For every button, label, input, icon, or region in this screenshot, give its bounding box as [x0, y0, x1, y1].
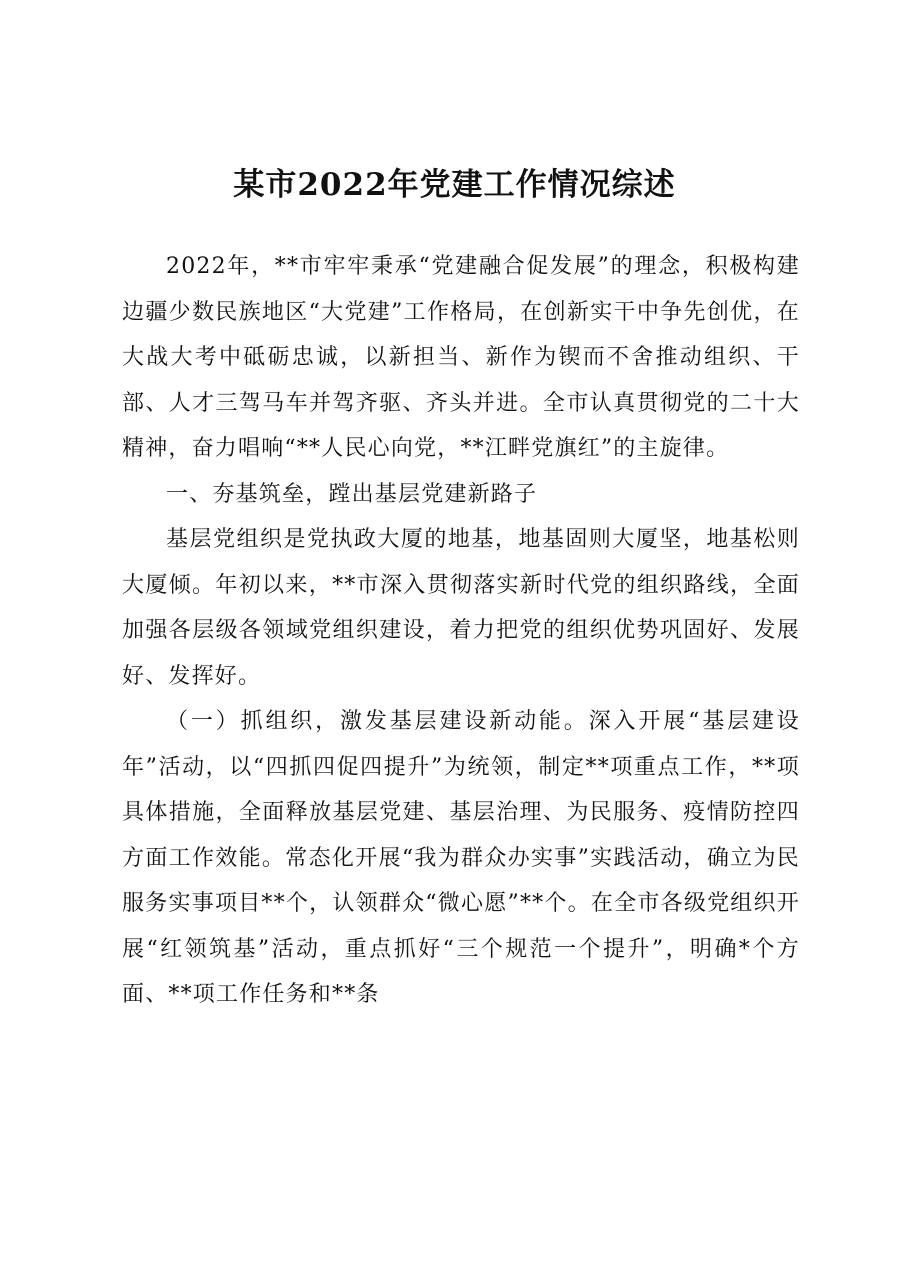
document-title: 某市2022年党建工作情况综述: [233, 167, 676, 203]
paragraph-subsection-1: （一）抓组织，激发基层建设新动能。深入开展“基层建设年”活动，以“四抓四促四提升”为统领，制定**项重点工作，**项具体措施，全面释放基层党建、基层治理、为民服务、疫情防控四方面工作效能。常态化开展“我为群众办实事”实践活动，确立为民服务实事项目**个，认领群众“微心愿”**个。在全市各级党组织开展“红领筑基”活动，重点抓好“三个规范一个提升”，明确*个方面、**项工作任务和**条: [122, 709, 800, 1007]
paragraph-section-1: 基层党组织是党执政大厦的地基，地基固则大厦坚，地基松则大厦倾。年初以来，**市深入贯彻落实新时代党的组织路线，全面加强各层级各领域党组织建设，着力把党的组织优势巩固好、发展好、发挥好。: [122, 527, 800, 689]
document-body: [122, 244, 800, 1018]
paragraph-intro: 2022年，**市牢牢秉承“党建融合促发展”的理念，积极构建边疆少数民族地区“大党建”工作格局，在创新实干中争先创优，在大战大考中砥砺忠诚，以新担当、新作为锲而不舍推动组织、干部、人才三驾马车并驾齐驱、齐头并进。全市认真贯彻党的二十大精神，奋力唱响“**人民心向党，**江畔党旗红”的主旋律。: [122, 254, 800, 461]
section-heading-1: 一、夯基筑垒，蹚出基层党建新路子: [166, 481, 538, 507]
